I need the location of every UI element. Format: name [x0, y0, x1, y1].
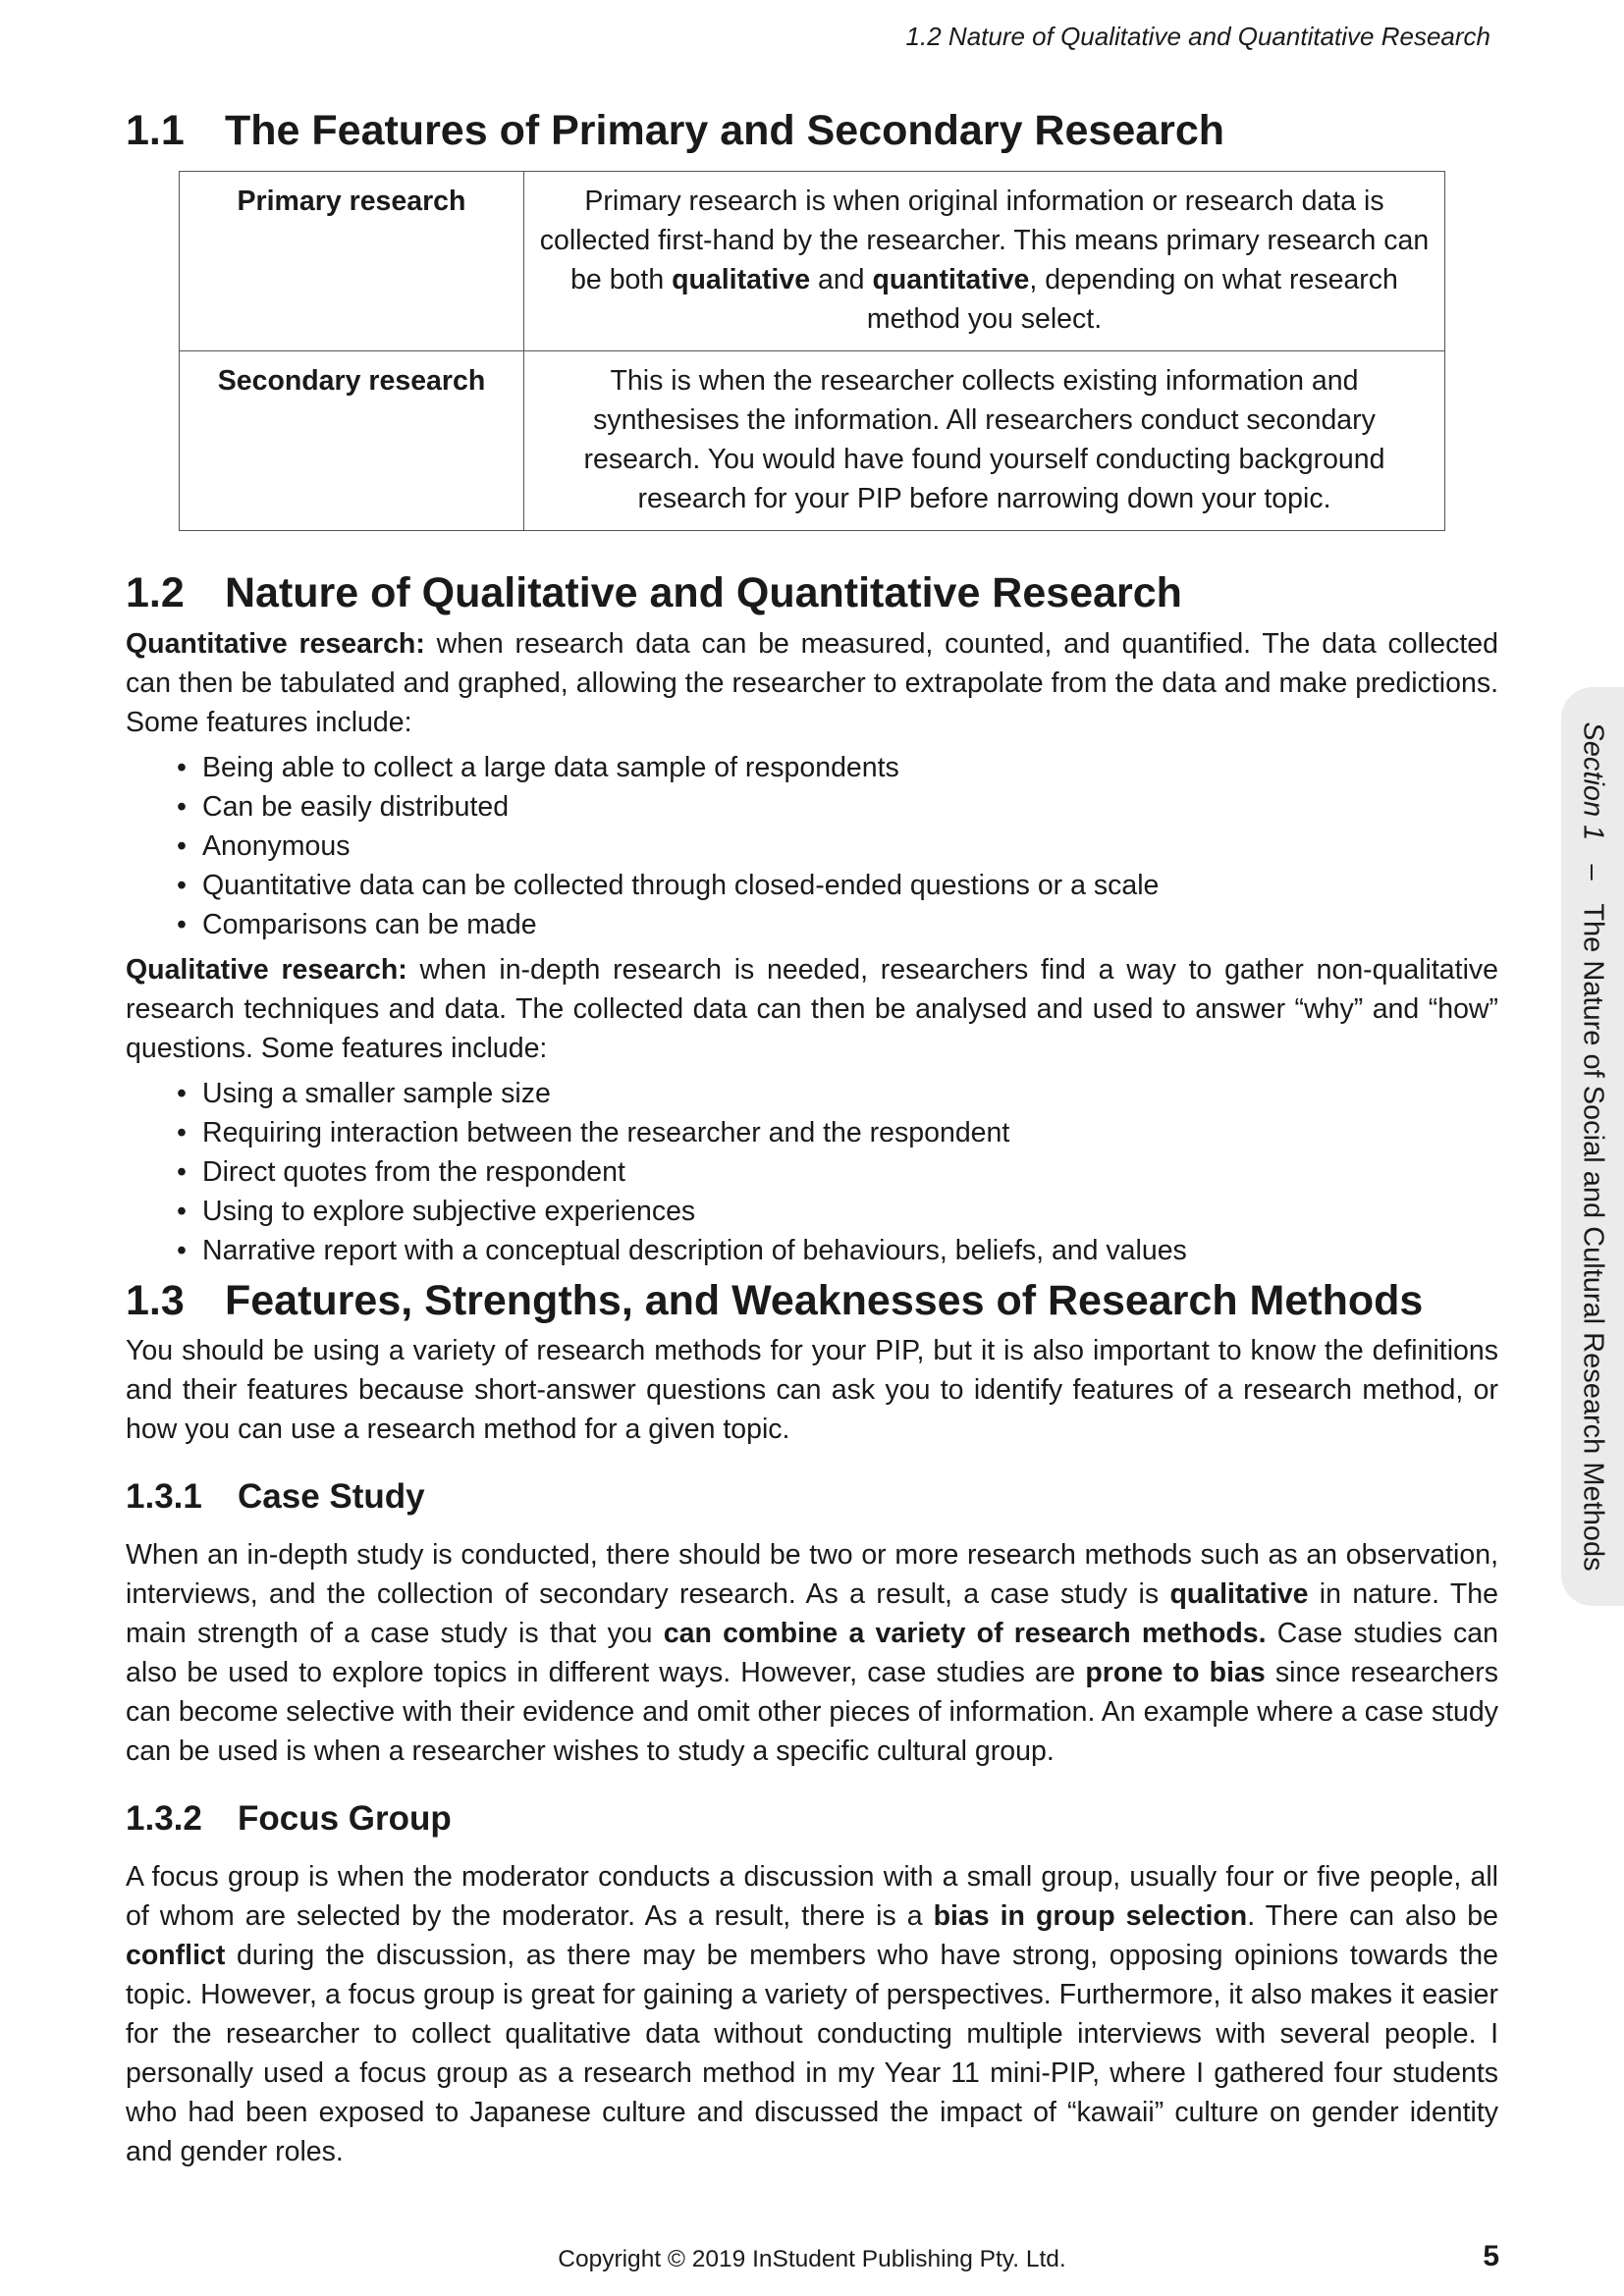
quantitative-paragraph: Quantitative research: when research data can be measured, counted, and quantified. The data collected can then be tabulated and graphed, allowing the researcher to extrapolate from the data and make predictions. Some features include: [126, 628, 1499, 739]
heading-title: Focus Group [238, 1798, 452, 1838]
methods-intro-paragraph: You should be using a variety of research methods for your PIP, but it is also important to know the definitions and their features because short-answer questions can ask you to identify features of a research method, or how you can use a research method for a given topic. [126, 1334, 1498, 1445]
list-item: • Being able to collect a large data sample of respondents [177, 748, 1498, 787]
heading-number: 1.3.2 [126, 1798, 202, 1838]
section-side-label [1577, 721, 1609, 1571]
footer-copyright: Copyright © 2019 InStudent Publishing Pty. Ltd. [558, 2246, 1066, 2272]
term-primary: Primary research [180, 171, 524, 350]
quantitative-label: Quantitative research: [126, 628, 425, 661]
heading-number: 1.3 [126, 1277, 185, 1325]
heading-number: 1.3.1 [126, 1476, 202, 1516]
list-item: • Using a smaller sample size [177, 1074, 1498, 1113]
list-item: • Direct quotes from the respondent [177, 1152, 1498, 1192]
research-types-table [179, 171, 1445, 531]
table-row [180, 171, 1445, 350]
heading-title: The Features of Primary and Secondary Research [225, 107, 1225, 154]
side-dash: – [1577, 864, 1609, 881]
heading-1-3 [126, 1276, 1498, 1327]
qualitative-features-list [126, 1074, 1498, 1270]
definition-primary: Primary research is when original information or research data is collected first-hand by the researcher. This means primary research can be both qualitative and quantitative, depending on what research method you select. [524, 171, 1445, 350]
list-item: • Can be easily distributed [177, 787, 1498, 827]
heading-1-3-2 [126, 1798, 1498, 1840]
heading-1-1 [126, 106, 1498, 157]
qualitative-paragraph: Qualitative research: when in-depth research is needed, researchers find a way to gather non-qualitative research techniques and data. The collected data can then be analysed and used to answer “why” and “how” questions. Some features include: [126, 954, 1498, 1065]
list-item: • Quantitative data can be collected through closed-ended questions or a scale [177, 866, 1498, 905]
heading-title: Nature of Qualitative and Quantitative Research [225, 568, 1182, 616]
page-number: 5 [1483, 2240, 1499, 2272]
term-secondary: Secondary research [180, 350, 524, 530]
case-study-paragraph: When an in-depth study is conducted, there should be two or more research methods such as an observation, interviews, and the collection of secondary research. As a result, a case study is qualitative in nature. The main strength of a case study is that you can combine a variety of research methods. Case studies can also be used to explore topics in different ways. However, case studies are prone to bias since researchers can become selective with their evidence and omit other pieces of information. An example where a case study can be used is when a researcher wishes to study a specific cultural group. [126, 1538, 1499, 1767]
definition-secondary: This is when the researcher collects existing information and synthesises the information. All researchers conduct secondary research. You would have found yourself conducting background research for your PIP before narrowing down your topic. [524, 350, 1445, 530]
side-section-number: Section 1 [1577, 721, 1609, 841]
heading-title: Case Study [238, 1476, 425, 1516]
list-item: • Requiring interaction between the researcher and the respondent [177, 1113, 1498, 1152]
heading-number: 1.2 [126, 568, 185, 616]
list-item: • Anonymous [177, 827, 1498, 866]
focus-group-paragraph: A focus group is when the moderator conducts a discussion with a small group, usually four or five people, all of whom are selected by the moderator. As a result, there is a bias in group selection. There can also be conflict during the discussion, as there may be members who have strong, opposing opinions towards the topic. However, a focus group is great for gaining a variety of perspectives. Furthermore, it also makes it easier for the researcher to collect qualitative data without conducting multiple interviews with several people. I personally used a focus group as a research method in my Year 11 mini-PIP, where I gathered four students who had been exposed to Japanese culture and discussed the impact of “kawaii” culture on gender identity and gender roles. [126, 1860, 1498, 2167]
qualitative-label: Qualitative research: [126, 954, 407, 987]
list-item: • Using to explore subjective experiences [177, 1192, 1498, 1231]
table-row [180, 350, 1445, 530]
heading-title: Features, Strengths, and Weaknesses of Research Methods [225, 1277, 1424, 1325]
heading-number: 1.1 [126, 107, 185, 154]
list-item: • Narrative report with a conceptual description of behaviours, beliefs, and values [177, 1231, 1498, 1270]
running-header: 1.2 Nature of Qualitative and Quantitative Research [905, 22, 1490, 51]
heading-1-3-1 [126, 1476, 1498, 1518]
page-content [126, 106, 1498, 2171]
heading-1-2 [126, 568, 1498, 619]
list-item: • Comparisons can be made [177, 905, 1498, 944]
quantitative-features-list [126, 748, 1498, 944]
side-section-title: The Nature of Social and Cultural Research Methods [1577, 903, 1609, 1572]
